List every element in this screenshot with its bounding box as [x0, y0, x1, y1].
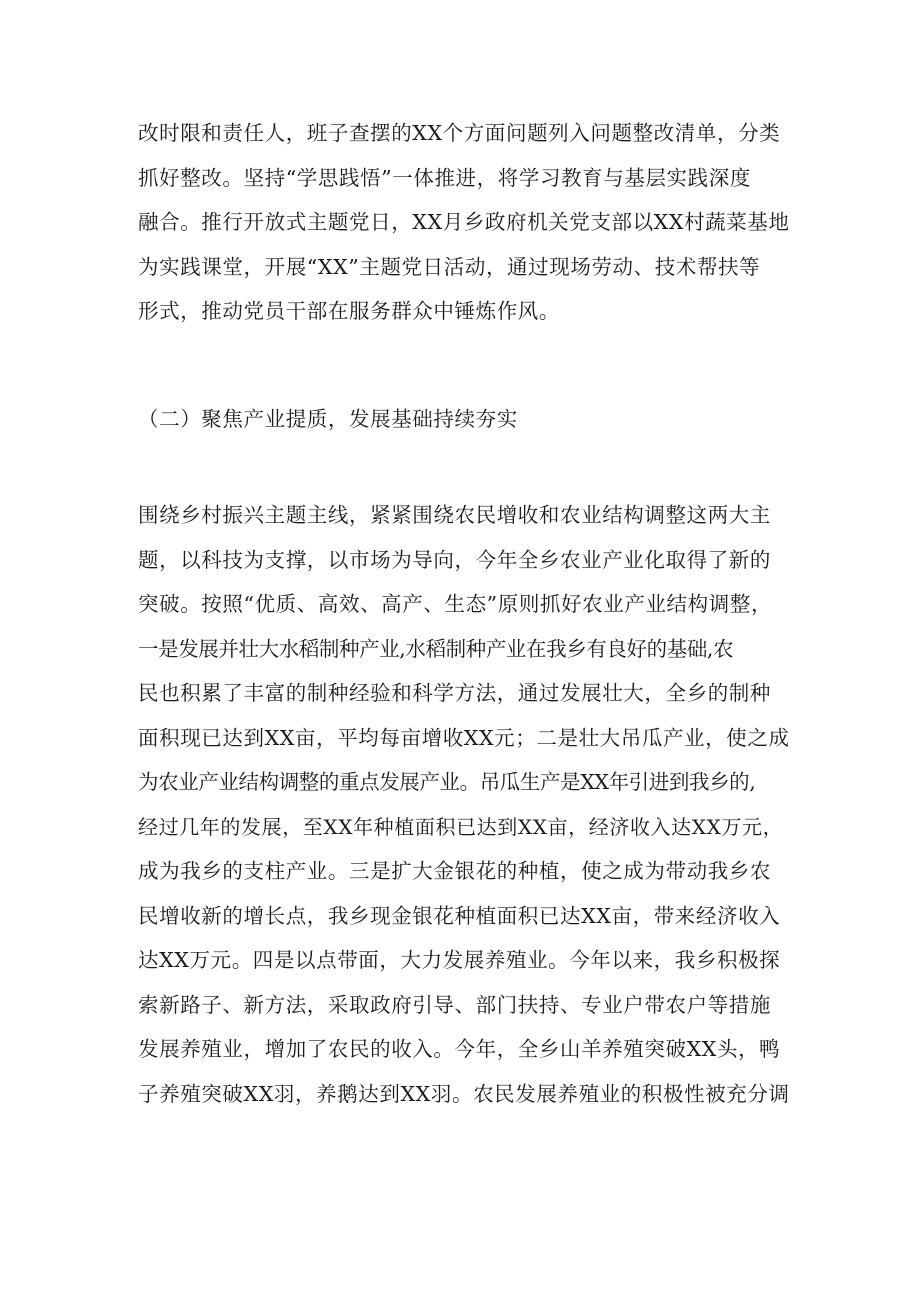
text-line: 发展养殖业，增加了农民的收入。今年，全乡山羊养殖突破XX头，鸭 [138, 1037, 781, 1061]
text-line: 民也积累了丰富的制种经验和科学方法，通过发展壮大，全乡的制种 [138, 681, 771, 705]
text-line: 融合。推行开放式主题党日，XX月乡政府机关党支部以XX村蔬菜基地 [138, 210, 790, 234]
text-line: 子养殖突破XX羽，养鹅达到XX羽。农民发展养殖业的积极性被充分调 [138, 1081, 790, 1106]
paragraph-industry [138, 493, 790, 1116]
text-line: 一是发展并壮大水稻制种产业,水稻制种产业在我乡有良好的基础,农 [138, 636, 734, 661]
text-line: 形式，推动党员干部在服务群众中锤炼作风。 [138, 299, 560, 323]
text-line: 围绕乡村振兴主题主线，紧紧围绕农民增收和农业结构调整这两大主 [138, 503, 771, 527]
text-line: 改时限和责任人，班子查摆的XX个方面问题列入问题整改清单，分类 [138, 121, 781, 145]
text-line: 达XX万元。四是以点带面，大力发展养殖业。今年以来，我乡积极探 [138, 948, 781, 972]
text-line: 面积现已达到XX亩，平均每亩增收XX元；二是壮大吊瓜产业，使之成 [138, 725, 790, 750]
text-line: 题，以科技为支撑，以市场为导向，今年全乡农业产业化取得了新的 [138, 547, 771, 572]
text-line: 成为我乡的支柱产业。三是扩大金银花的种植，使之成为带动我乡农 [138, 859, 771, 883]
text-line: 突破。按照“优质、高效、高产、生态”原则抓好农业产业结构调整， [138, 592, 773, 616]
text-line: 抓好整改。坚持“学思践悟”一体推进，将学习教育与基层实践深度 [138, 165, 751, 190]
text-line: 经过几年的发展，至XX年种植面积已达到XX亩，经济收入达XX万元， [138, 814, 784, 839]
text-line: 民增收新的增长点，我乡现金银花种植面积已达XX亩，带来经济收入 [138, 903, 781, 928]
text-line: 索新路子、新方法，采取政府引导、部门扶持、专业户带农户等措施 [138, 992, 771, 1017]
text-line: 为农业产业结构调整的重点发展产业。吊瓜生产是XX年引进到我乡的, [138, 770, 756, 794]
section-heading: （二）聚焦产业提质，发展基础持续夯实 [138, 407, 518, 431]
paragraph-rectification [138, 111, 790, 334]
text-line: 为实践课堂，开展“XX”主题党日活动，通过现场劳动、技术帮扶等 [138, 254, 761, 279]
